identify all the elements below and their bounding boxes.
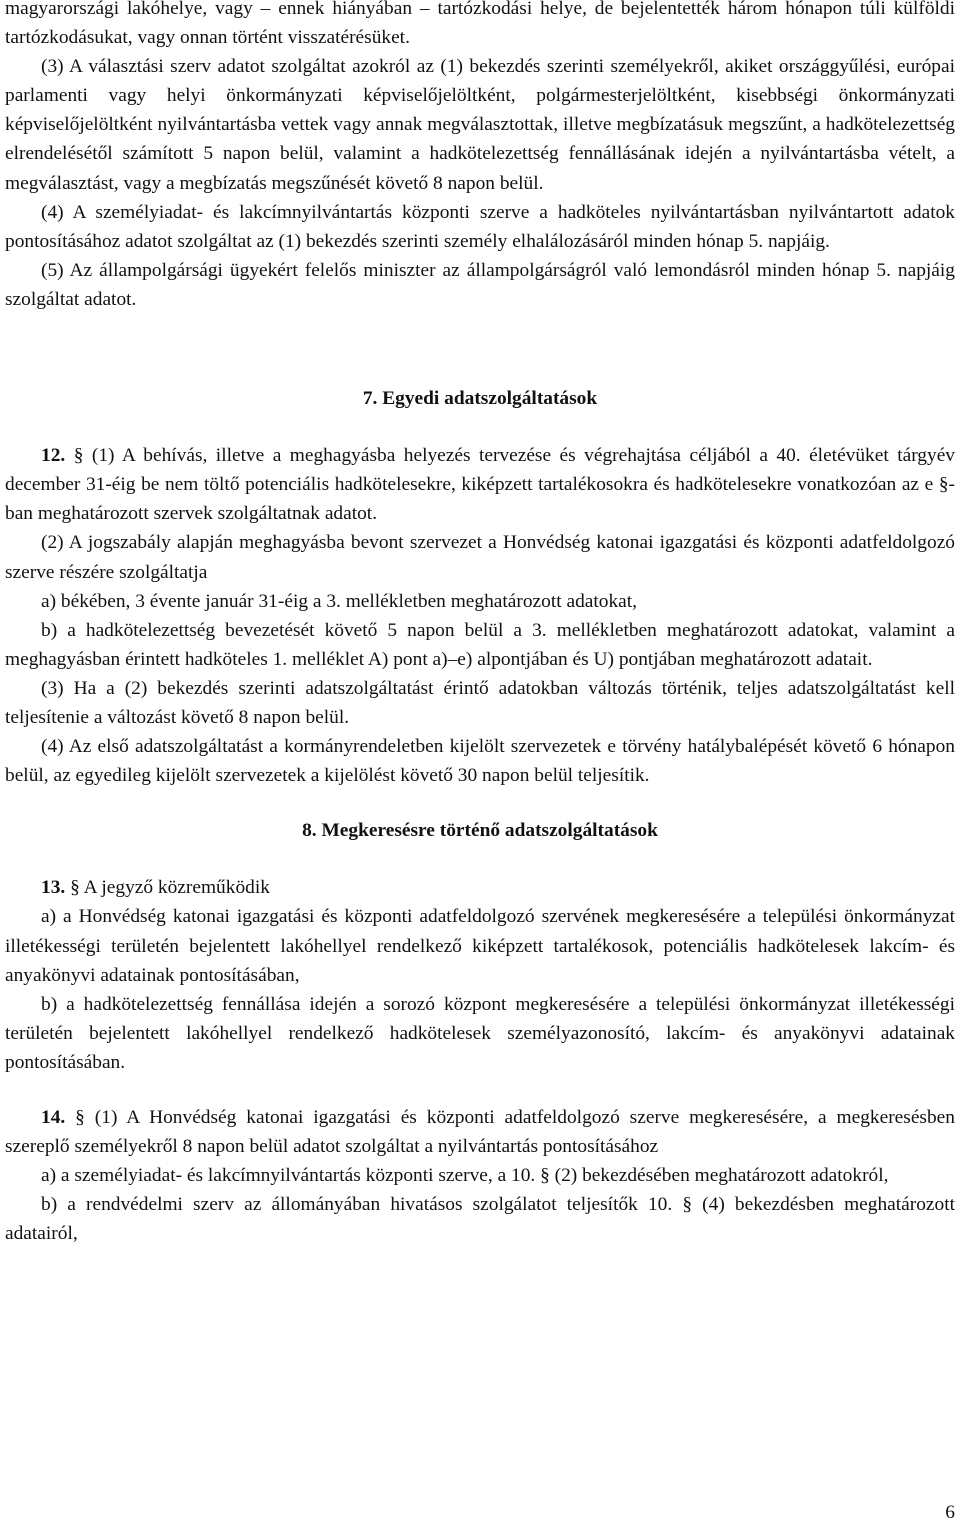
section-12-paragraph-4: (4) Az első adatszolgáltatást a kormányrendeletben kijelölt szervezetek e törvény hatálybalépését követő 6 hónapon belül, az egyedileg kijelölt szervezetek a kijelölést követő 30 napon belül teljesítik. [5,736,955,787]
section-13-number: 13. [41,877,66,899]
section-12-text-1: (1) A behívás, illetve a meghagyásba helyezés tervezése és végrehajtása céljából a 40. életévüket tárgyév december 31-éig be nem töltő potenciális hadkötelesekre, kiképzett tartalékosokra és hadkötelesekre vonatkozóan az e §-ban meghatározott szervek szolgáltatnak adatot. [5,445,955,525]
section-14-intro [5,1103,955,1161]
paragraph-11-5: (5) Az állampolgársági ügyekért felelős miniszter az állampolgárságról való lemondásról minden hónap 5. napjáig szolgáltat adatot. [5,259,955,310]
section-12-number: 12. [41,445,66,467]
section-7-heading: 7. Egyedi adatszolgáltatások [362,388,598,410]
section-13-intro-text: A jegyző közreműködik [83,877,270,899]
section-13-sign: § [70,877,80,899]
section-14-intro-text: (1) A Honvédség katonai igazgatási és központi adatfeldolgozó szerve megkeresésére, a megkeresésben szereplő személyekről 8 napon belül adatot szolgáltat a nyilvántartás pontosításához [5,1107,955,1158]
section-14-point-a: a) a személyiadat- és lakcímnyilvántartás központi szerve, a 10. § (2) bekezdésében meghatározott adatokról, [41,1165,889,1187]
paragraph-11-3: (3) A választási szerv adatot szolgáltat azokról az (1) bekezdés szerinti személyekről, akiket országgyűlési, európai parlamenti vagy helyi önkormányzati képviselőjelöltként, polgármesterjelöltként, kisebbségi önkormányzati képviselőjelöltként nyilvántartásba vettek vagy annak megválasztottak, illetve megbízatásuk megszűnt, a hadkötelezettség elrendelésétől számított 5 napon belül, valamint a hadkötelezettség fennállásának idején a nyilvántartásba vételt, a megválasztást, vagy a megbízatás megszűnését követő 8 napon belül. [5,56,955,194]
page-number: 6 [945,1502,955,1523]
section-12-paragraph-3: (3) Ha a (2) bekezdés szerinti adatszolgáltatást érintő adatokban változás történik, teljes adatszolgáltatást kell teljesítenie a változást követő 8 napon belül. [5,677,955,728]
section-13-point-a: a) a Honvédség katonai igazgatási és központi adatfeldolgozó szervének megkeresésére a települési önkormányzat illetékességi területén bejelentett lakóhellyel rendelkező kiképzett tartalékosok, potenciális hadkötelesek lakcím- és anyakönyvi adatainak pontosításában, [5,906,955,986]
section-14-number: 14. [41,1107,66,1128]
section-12-paragraph-1 [5,441,955,528]
section-14-sign: § [75,1107,85,1128]
document-page [5,0,955,1248]
section-12-point-a: a) békében, 3 évente január 31-éig a 3. mellékletben meghatározott adatokat, [41,590,637,612]
section-12-point-b: b) a hadkötelezettség bevezetését követő 5 napon belül a 3. mellékletben meghatározott adatokat, valamint a meghagyásban érintett hadköteles 1. melléklet A) pont a)–e) alpontjában és U) pontjában meghatározott adatait. [5,619,955,670]
section-13-point-b: b) a hadkötelezettség fennállása idején a sorozó központ megkeresésére a települési önkormányzat illetékességi területén bejelentett lakóhellyel rendelkező hadkötelesek személyazonosító, lakcím- és anyakönyvi adatainak pontosításában. [5,993,955,1073]
section-8-heading: 8. Megkeresésre történő adatszolgáltatások [302,820,658,842]
section-12-sign: § [73,445,84,467]
section-13-intro [5,873,955,902]
paragraph-continuation: magyarországi lakóhelye, vagy – ennek hiányában – tartózkodási helye, de bejelentették három hónapon túli külföldi tartózkodásukat, vagy onnan történt visszatérésüket. [5,0,955,49]
section-12-paragraph-2: (2) A jogszabály alapján meghagyásba bevont szervezet a Honvédség katonai igazgatási és központi adatfeldolgozó szerve részére szolgáltatja [5,532,955,583]
paragraph-11-4: (4) A személyiadat- és lakcímnyilvántartás központi szerve a hadköteles nyilvántartásban nyilvántartott adatok pontosításához adatot szolgáltat az (1) bekezdés szerinti személy elhalálozásáról minden hónap 5. napjáig. [5,201,955,252]
section-14-point-b: b) a rendvédelmi szerv az állományában hivatásos szolgálatot teljesítők 10. § (4) bekezdésben meghatározott adatairól, [5,1194,955,1245]
